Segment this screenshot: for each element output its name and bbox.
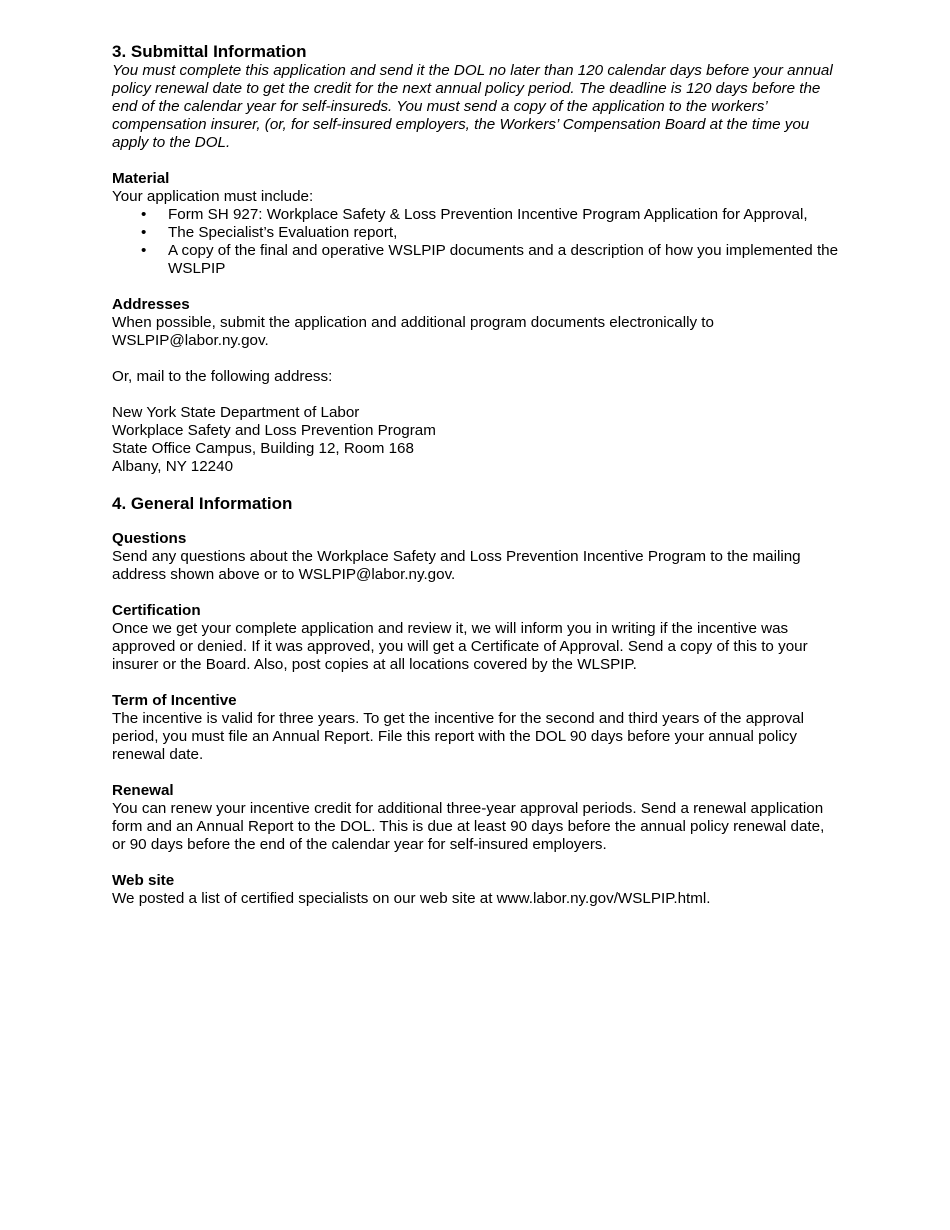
addresses-mail-lead: Or, mail to the following address: (112, 368, 333, 385)
submittal-section (112, 42, 840, 476)
material-lead: Your application must include: (112, 188, 314, 205)
address-line: State Office Campus, Building 12, Room 168 (112, 440, 414, 457)
address-line: Workplace Safety and Loss Prevention Program (112, 422, 436, 439)
address-line: Albany, NY 12240 (112, 458, 234, 475)
material-list (112, 206, 840, 278)
submittal-intro: You must complete this application and send it the DOL no later than 120 calendar days before your annual policy renewal date to get the credit for the next annual policy period. The deadline is 120 days before the end of the calendar year for self-insureds. You must send a copy of the application to the workers’ compensation insurer, (or, for self-insured employers, the Workers’ Compensation Board at the time you apply to the DOL. (112, 62, 833, 151)
renewal-text: You can renew your incentive credit for additional three-year approval periods. Send a renewal application form and an Annual Report to the DOL. This is due at least 90 days before the annual policy renewal date, or 90 days before the end of the calendar year for self-insured employers. (112, 800, 825, 853)
term-heading: Term of Incentive (112, 692, 237, 709)
addresses-block (112, 296, 840, 476)
term-block (112, 692, 840, 764)
submittal-heading: 3. Submittal Information (112, 42, 307, 61)
list-item: • The Specialist’s Evaluation report, (168, 224, 840, 242)
renewal-block (112, 782, 840, 854)
website-heading: Web site (112, 872, 175, 889)
questions-text: Send any questions about the Workplace Safety and Loss Prevention Incentive Program to the mailing address shown above or to WSLPIP@labor.ny.gov. (112, 548, 801, 583)
renewal-heading: Renewal (112, 782, 174, 799)
general-heading: 4. General Information (112, 494, 293, 513)
material-block (112, 170, 840, 278)
term-text: The incentive is valid for three years. To get the incentive for the second and third years of the approval period, you must file an Annual Report. File this report with the DOL 90 days before your annual policy renewal date. (112, 710, 804, 763)
list-item: • A copy of the final and operative WSLPIP documents and a description of how you implemented the WSLPIP (168, 242, 840, 278)
certification-heading: Certification (112, 602, 201, 619)
address-line: New York State Department of Labor (112, 404, 360, 421)
addresses-electronic: When possible, submit the application and additional program documents electronically to WSLPIP@labor.ny.gov. (112, 314, 714, 349)
general-section (112, 494, 840, 908)
questions-heading: Questions (112, 530, 187, 547)
mailing-address (112, 404, 840, 476)
addresses-heading: Addresses (112, 296, 190, 313)
website-text: We posted a list of certified specialists on our web site at www.labor.ny.gov/WSLPIP.html. (112, 890, 711, 907)
certification-block (112, 602, 840, 674)
website-block (112, 872, 840, 908)
list-item: • Form SH 927: Workplace Safety & Loss Prevention Incentive Program Application for Approval, (168, 206, 840, 224)
questions-block (112, 530, 840, 584)
material-heading: Material (112, 170, 170, 187)
certification-text: Once we get your complete application and review it, we will inform you in writing if the incentive was approved or denied. If it was approved, you will get a Certificate of Approval. Send a copy of this to your insurer or the Board. Also, post copies at all locations covered by the WLSPIP. (112, 620, 808, 673)
